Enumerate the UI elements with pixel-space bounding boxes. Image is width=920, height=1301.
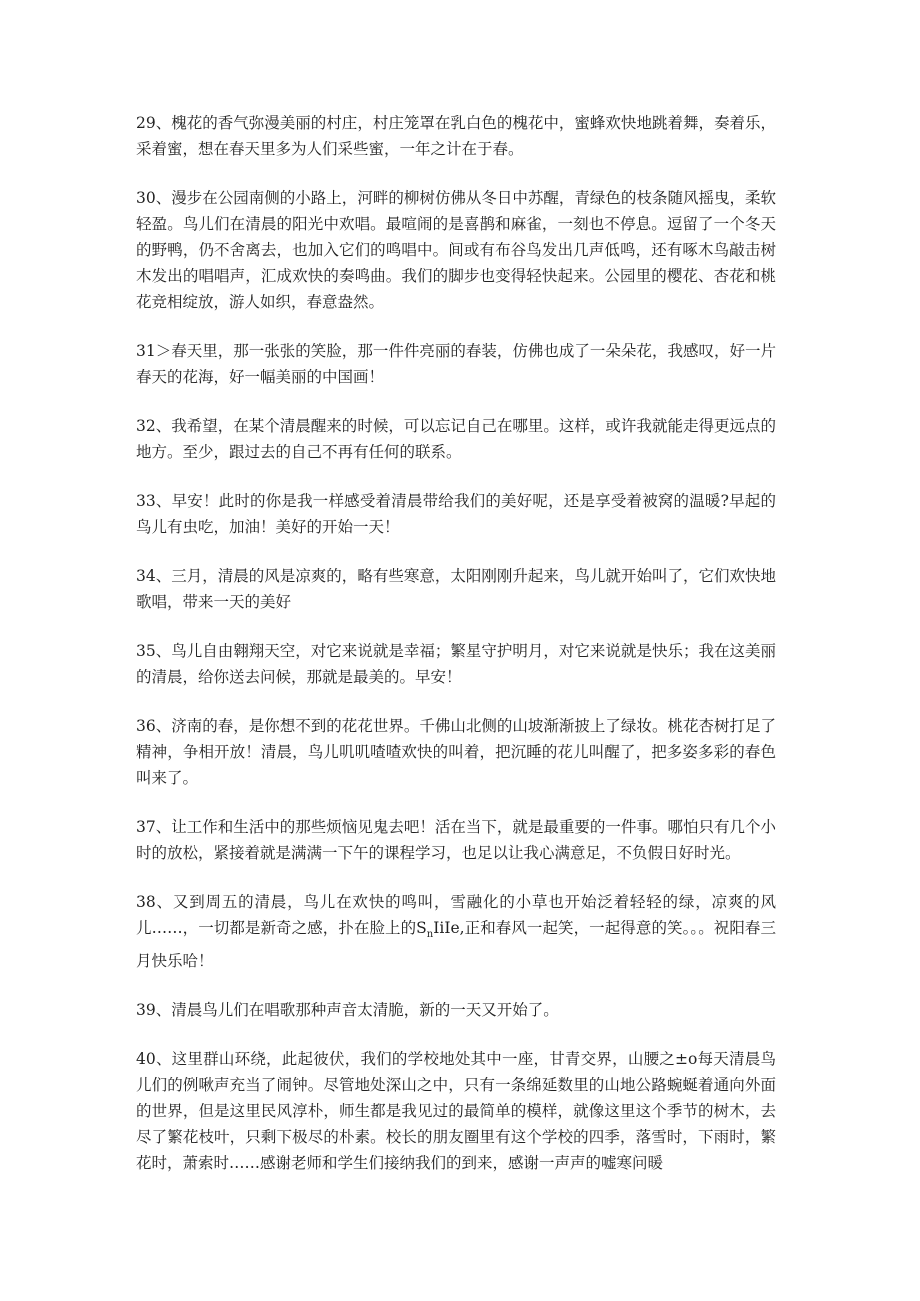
paragraph-40: 40、这里群山环绕，此起彼伏，我们的学校地处其中一座，甘青交界，山腰之±o每天清晨鸟儿们的例啾声充当了闹钟。尽管地处深山之中，只有一条绵延数里的山地公路蜿蜒着通向外面的世界，但是这里民风淳朴，师生都是我见过的最简单的模样，就像这里这个季节的树木，去尽了繁花枝叶，只剩下极尽的朴素。校长的朋友圈里有这个学校的四季，落雪时，下雨时，繁花时，萧索时……感谢老师和学生们接纳我们的到来，感谢一声声的嘘寒问暖 — [136, 1050, 776, 1173]
paragraph-32: 32、我希望，在某个清晨醒来的时候，可以忘记自己在哪里。这样，或许我就能走得更远点的地方。至少，跟过去的自己不再有任何的联系。 — [136, 417, 776, 461]
paragraph-38-text-end: IiIe,正和春风一起笑，一起得意的笑。。。祝阳春三月快乐哈！ — [136, 919, 776, 971]
paragraph-38 — [136, 889, 776, 974]
paragraph-30: 30、漫步在公园南侧的小路上，河畔的柳树仿佛从冬日中苏醒，青绿色的枝条随风摇曳，柔软轻盈。鸟儿们在清晨的阳光中欢唱。最喧闹的是喜鹊和麻雀，一刻也不停息。逗留了一个冬天的野鸭，仍不舍离去，也加入它们的鸣唱中。间或有布谷鸟发出几声低鸣，还有啄木鸟敲击树木发出的唱唱声，汇成欢快的奏鸣曲。我们的脚步也变得轻快起来。公园里的樱花、杏花和桃花竞相绽放，游人如织，春意盎然。 — [136, 189, 776, 311]
paragraph-38-text-start: 38、又到周五的清晨，鸟儿在欢快的鸣叫，雪融化的小草也开始泛着轻轻的绿，凉爽的风儿……，一切都是新奇之感，扑在脸上的S — [136, 893, 776, 937]
paragraph-36: 36、济南的春，是你想不到的花花世界。千佛山北侧的山坡渐渐披上了绿妆。桃花杏树打足了精神，争相开放！清晨，鸟儿叽叽喳喳欢快的叫着，把沉睡的花儿叫醒了，把多姿多彩的春色叫来了。 — [136, 717, 776, 787]
paragraph-35: 35、鸟儿自由翱翔天空，对它来说就是幸福；繁星守护明月，对它来说就是快乐；我在这美丽的清晨，给你送去问候，那就是最美的。早安！ — [136, 642, 776, 686]
paragraph-38-subscript: n — [426, 929, 434, 941]
document-page — [136, 110, 776, 1199]
paragraph-29: 29、槐花的香气弥漫美丽的村庄，村庄笼罩在乳白色的槐花中，蜜蜂欢快地跳着舞，奏着乐，采着蜜，想在春天里多为人们采些蜜，一年之计在于春。 — [136, 114, 776, 158]
paragraph-37: 37、让工作和生活中的那些烦恼见鬼去吧！活在当下，就是最重要的一件事。哪怕只有几个小时的放松，紧接着就是满满一下午的课程学习，也足以让我心满意足，不负假日好时光。 — [136, 818, 776, 862]
paragraph-34: 34、三月，清晨的风是凉爽的，略有些寒意，太阳刚刚升起来，鸟儿就开始叫了，它们欢快地歌唱，带来一天的美好 — [136, 567, 776, 611]
paragraph-33: 33、早安！此时的你是我一样感受着清晨带给我们的美好呢，还是享受着被窝的温暖?早起的鸟儿有虫吃，加油！美好的开始一天！ — [136, 492, 776, 536]
paragraph-39: 39、清晨鸟儿们在唱歌那种声音太清脆，新的一天又开始了。 — [136, 1001, 559, 1020]
paragraph-31: 31＞春天里，那一张张的笑脸，那一件件亮丽的春装，仿佛也成了一朵朵花，我感叹，好一片春天的花海，好一幅美丽的中国画！ — [136, 342, 776, 386]
